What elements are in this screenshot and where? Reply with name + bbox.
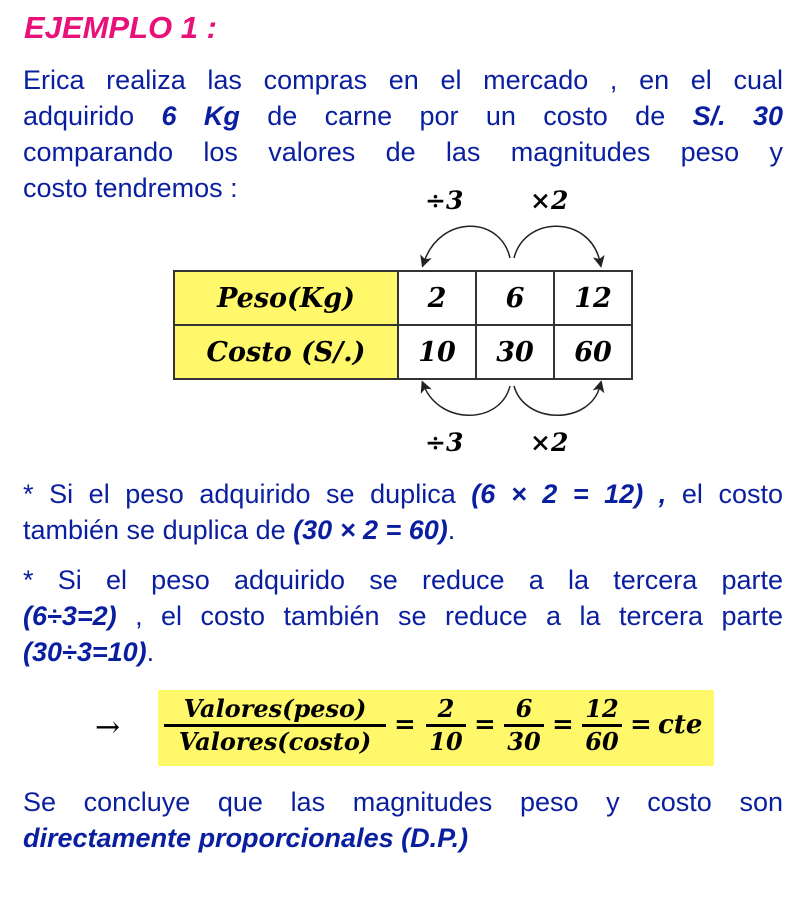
conclusion <box>23 784 783 856</box>
row-label-costo: Costo (S/.) <box>174 325 398 379</box>
equals-sign: = <box>630 710 652 740</box>
top-right-arrow <box>514 226 600 262</box>
row-label-peso: Peso(Kg) <box>174 271 398 325</box>
divide-label-top: ÷3 <box>425 186 464 215</box>
note1-line-2: también se duplica de (30 × 2 = 60). <box>23 515 456 545</box>
table-row <box>174 271 632 325</box>
third-weight-expression: (6÷3=2) <box>23 601 117 631</box>
intro-line-1: Erica realiza las compras en el mercado , en el cual <box>23 65 783 95</box>
note2-line-2: (6÷3=2) , el costo también se reduce a la tercera parte <box>23 601 783 631</box>
table-cell: 30 <box>476 325 554 379</box>
constant-label: cte <box>658 710 703 740</box>
weight-value: 6 Kg <box>161 101 240 131</box>
bottom-right-arrow <box>514 386 600 415</box>
fraction-2-10: $\frac{2}{10}$ <box>426 694 466 757</box>
equals-sign: = <box>394 710 416 740</box>
proportion-formula <box>158 690 714 766</box>
fraction-12-60: $\frac{12}{60}$ <box>582 694 622 757</box>
multiply-label-bottom: ×2 <box>530 428 569 457</box>
intro-line-4: costo tendremos : <box>23 173 238 203</box>
conclusion-line-2: directamente proporcionales (D.P.) <box>23 823 469 853</box>
equals-sign: = <box>552 710 574 740</box>
equals-sign: = <box>474 710 496 740</box>
table-cell: 12 <box>554 271 632 325</box>
third-cost-expression: (30÷3=10) <box>23 637 147 667</box>
note-third <box>23 562 783 670</box>
note2-line-1: * Si el peso adquirido se reduce a la tercera parte <box>23 565 783 595</box>
divide-label-bottom: ÷3 <box>425 428 464 457</box>
note-doubling <box>23 476 783 548</box>
multiply-label-top: ×2 <box>530 186 569 215</box>
bottom-left-arrow <box>424 386 510 415</box>
fraction-6-30: $\frac{6}{30}$ <box>504 694 544 757</box>
top-left-arrow <box>424 226 510 262</box>
intro-line-3: comparando los valores de las magnitudes peso y <box>23 137 783 167</box>
intro-line-2: adquirido 6 Kg de carne por un costo de S/. 30 <box>23 101 783 131</box>
note1-line-1: * Si el peso adquirido se duplica (6 × 2 = 12) , el costo <box>23 479 783 509</box>
table-row <box>174 325 632 379</box>
doubling-weight-expression: (6 × 2 = 12) , <box>471 479 667 509</box>
ratio-labels: Valores(peso) Valores(costo) <box>164 694 386 757</box>
table-cell: 6 <box>476 271 554 325</box>
conclusion-line-1: Se concluye que las magnitudes peso y costo son <box>23 787 783 817</box>
right-arrow-icon: → <box>95 710 121 745</box>
note2-line-3: (30÷3=10). <box>23 637 155 667</box>
doubling-cost-expression: (30 × 2 = 60) <box>293 515 448 545</box>
table-cell: 60 <box>554 325 632 379</box>
proportion-table <box>173 270 633 380</box>
cost-value: S/. 30 <box>692 101 783 131</box>
table-cell: 2 <box>398 271 476 325</box>
example-title: EJEMPLO 1 : <box>24 10 217 45</box>
table-cell: 10 <box>398 325 476 379</box>
